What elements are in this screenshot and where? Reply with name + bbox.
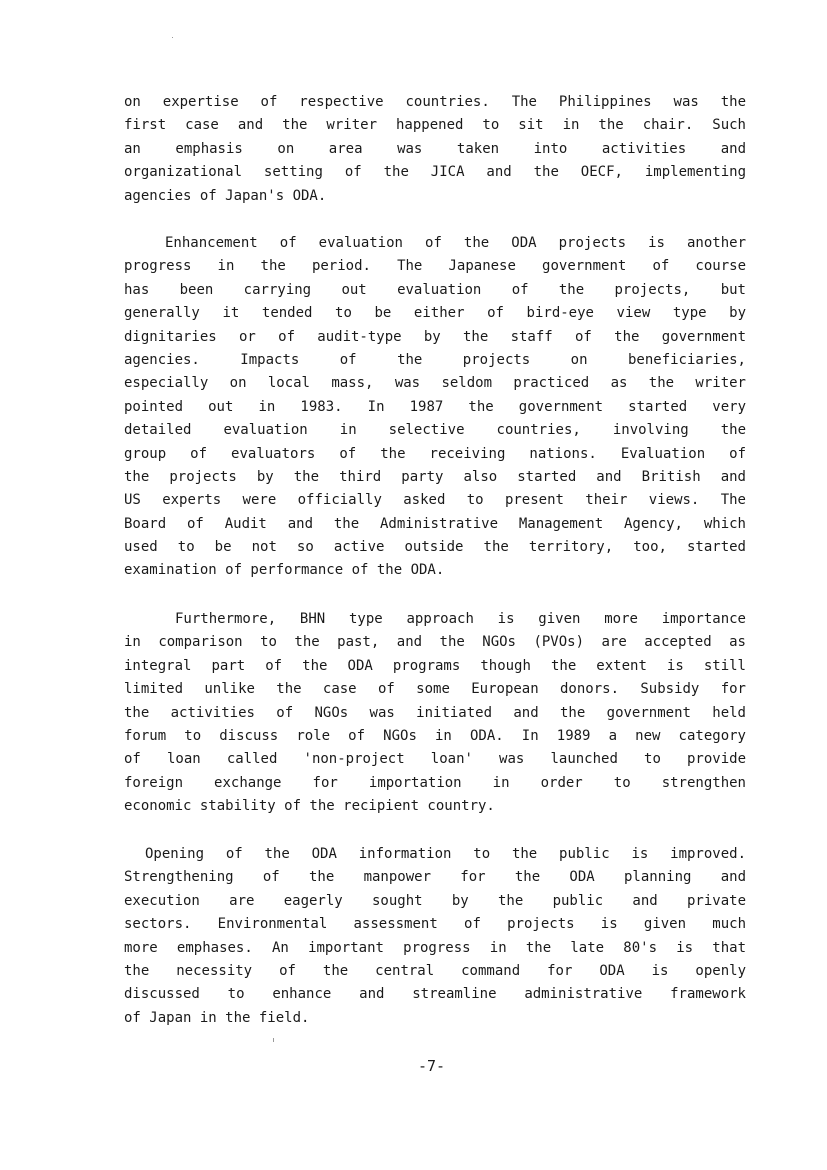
text-line: on expertise of respective countries. The Philippines was the xyxy=(124,94,746,110)
text-line: progress in the period. The Japanese government of course xyxy=(124,258,746,275)
text-line: Enhancement of evaluation of the ODA projects is another xyxy=(165,235,746,251)
scan-speck xyxy=(273,1038,274,1042)
text-line: agencies of Japan's ODA. xyxy=(124,187,327,204)
text-line: generally it tended to be either of bird-eye view type by xyxy=(124,305,746,322)
text-line: an emphasis on area was taken into activities and xyxy=(124,140,746,157)
text-line: group of evaluators of the receiving nations. Evaluation of xyxy=(124,445,746,462)
text-line: sectors. Environmental assessment of projects is given much xyxy=(124,916,746,933)
text-line: integral part of the ODA programs though the extent is still xyxy=(124,657,746,674)
paragraph-2 xyxy=(124,232,746,583)
text-line: Furthermore, BHN type approach is given more importance xyxy=(175,611,746,627)
paragraph-1 xyxy=(124,91,746,208)
paragraph-4 xyxy=(124,843,746,1030)
text-line: the projects by the third party also started and British and xyxy=(124,468,746,485)
scan-speck xyxy=(172,37,173,38)
paragraph-3 xyxy=(124,608,746,819)
page-number: -7- xyxy=(418,1057,446,1075)
text-line: the necessity of the central command for ODA is openly xyxy=(124,962,746,979)
text-line: foreign exchange for importation in order to strengthen xyxy=(124,774,746,791)
text-line: of loan called 'non-project loan' was launched to provide xyxy=(124,751,746,768)
text-line: execution are eagerly sought by the public and private xyxy=(124,892,746,909)
text-line: economic stability of the recipient country. xyxy=(124,798,495,815)
text-line: US experts were officially asked to present their views. The xyxy=(124,492,746,509)
text-line: Strengthening of the manpower for the ODA planning and xyxy=(124,869,746,886)
text-line: the activities of NGOs was initiated and the government held xyxy=(124,704,746,721)
text-line: forum to discuss role of NGOs in ODA. In 1989 a new category xyxy=(124,727,746,744)
text-line: agencies. Impacts of the projects on beneficiaries, xyxy=(124,351,746,368)
text-line: discussed to enhance and streamline administrative framework xyxy=(124,986,746,1003)
text-line: Board of Audit and the Administrative Management Agency, which xyxy=(124,515,746,532)
text-line: examination of performance of the ODA. xyxy=(124,562,445,579)
text-line: has been carrying out evaluation of the projects, but xyxy=(124,281,746,298)
text-line: in comparison to the past, and the NGOs (PVOs) are accepted as xyxy=(124,634,746,651)
text-line: detailed evaluation in selective countries, involving the xyxy=(124,422,746,439)
text-line: first case and the writer happened to sit in the chair. Such xyxy=(124,117,746,134)
text-line: more emphases. An important progress in the late 80's is that xyxy=(124,939,746,956)
text-line: dignitaries or of audit-type by the staff of the government xyxy=(124,328,746,345)
text-line: organizational setting of the JICA and the OECF, implementing xyxy=(124,164,746,181)
text-line: pointed out in 1983. In 1987 the government started very xyxy=(124,398,746,415)
text-line: used to be not so active outside the territory, too, started xyxy=(124,539,746,556)
text-line: of Japan in the field. xyxy=(124,1009,310,1026)
text-line: limited unlike the case of some European donors. Subsidy for xyxy=(124,681,746,698)
text-line: especially on local mass, was seldom practiced as the writer xyxy=(124,375,746,392)
text-line: Opening of the ODA information to the public is improved. xyxy=(145,846,746,862)
